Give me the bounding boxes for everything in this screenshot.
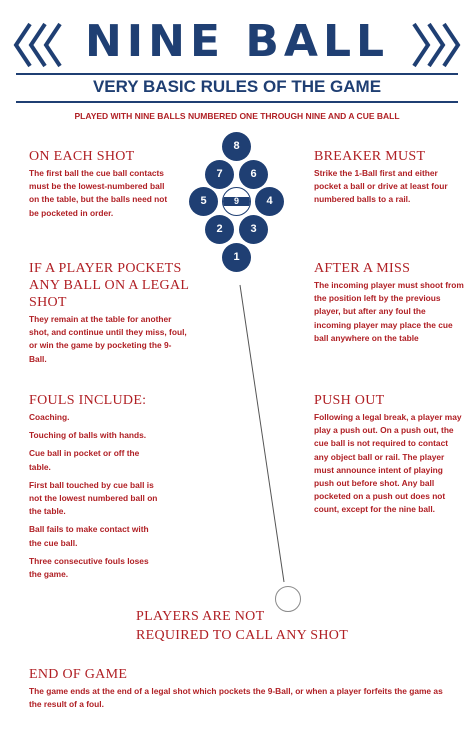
not-required-line-1: PLAYERS ARE NOT xyxy=(136,609,265,624)
text-on-each-shot: The first ball the cue ball contacts must be the lowest-numbered ball on the table, but the balls need not be pocketed in order. xyxy=(29,168,168,218)
page-subtitle: VERY BASIC RULES OF THE GAME xyxy=(92,77,382,96)
foul-item: First ball touched by cue ball is not the lowest numbered ball on the table. xyxy=(29,479,158,517)
heading-on-each-shot: ON EACH SHOT xyxy=(29,149,135,164)
page-title: NINE BALL xyxy=(84,16,390,67)
played-with-note: PLAYED WITH NINE BALLS NUMBERED ONE THROUGH NINE AND A CUE BALL xyxy=(74,111,400,121)
not-required-line-2: REQUIRED TO CALL ANY SHOT xyxy=(136,628,349,643)
foul-item: Touching of balls with hands. xyxy=(29,430,147,441)
heading-end-of-game: END OF GAME xyxy=(29,667,128,682)
ball-4: 4 xyxy=(255,187,284,216)
heading-push-out: PUSH OUT xyxy=(314,393,385,408)
ball-9-number: 9 xyxy=(233,196,239,206)
foul-item: Cue ball in pocket or off the table. xyxy=(29,448,140,472)
heading-breaker-must: BREAKER MUST xyxy=(314,149,426,164)
heading-fouls-include: FOULS INCLUDE: xyxy=(29,393,147,408)
foul-item: Coaching. xyxy=(29,412,70,422)
text-push-out: Following a legal break, a player may play a push out. On a push out, the cue ball is not required to contact any object ball or rail. The player must announce intent of playing push out before shot. Any ball pocketed on a push out does not count, except for the nine ball. xyxy=(314,412,462,515)
foul-item: Ball fails to make contact with the cue ball. xyxy=(29,524,149,548)
ball-6: 6 xyxy=(239,160,268,189)
title-divider xyxy=(16,73,458,75)
ball-8: 8 xyxy=(222,132,251,161)
text-after-a-miss: The incoming player must shoot from the position left by the previous player, but after any foul the incoming player may place the cue ball anywhere on the table xyxy=(314,280,464,343)
heading-after-a-miss: AFTER A MISS xyxy=(314,261,411,276)
ball-2: 2 xyxy=(205,215,234,244)
ball-1: 1 xyxy=(222,243,251,272)
ball-3: 3 xyxy=(239,215,268,244)
fouls-list xyxy=(29,411,159,586)
text-breaker-must: Strike the 1-Ball first and either pocket a ball or drive at least four numbered balls to a rail. xyxy=(314,168,448,205)
ball-5: 5 xyxy=(189,187,218,216)
text-if-player-pockets: They remain at the table for another shot, and continue until they miss, foul, or win the game by pocketing the 9-Ball. xyxy=(29,314,187,364)
subtitle-divider xyxy=(16,101,458,103)
ball-9 xyxy=(222,187,251,216)
text-end-of-game: The game ends at the end of a legal shot which pockets the 9-Ball, or when a player forfeits the game as the result of a foul. xyxy=(29,686,443,710)
heading-if-player-pockets: IF A PLAYER POCKETS ANY BALL ON A LEGAL SHOT xyxy=(29,261,189,310)
ball-7: 7 xyxy=(205,160,234,189)
foul-item: Three consecutive fouls loses the game. xyxy=(29,555,149,580)
